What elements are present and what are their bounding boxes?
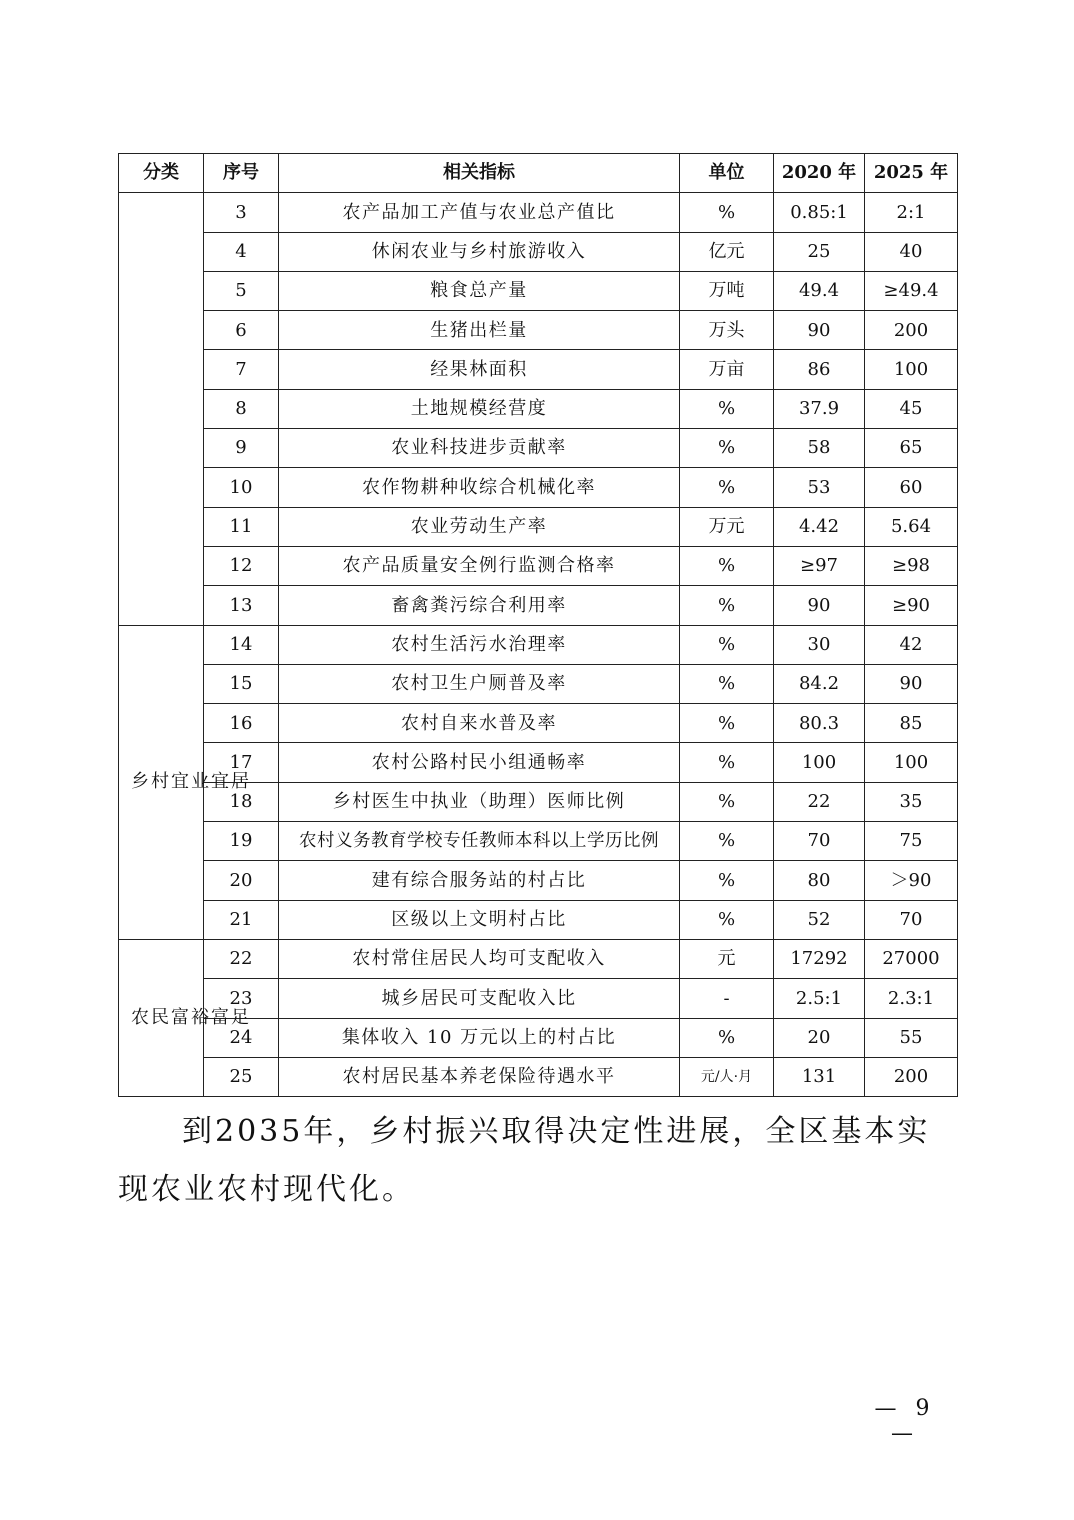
value-2020-cell: 90 (774, 311, 865, 350)
value-2025-cell: 45 (865, 389, 958, 428)
unit-cell: % (680, 429, 774, 468)
unit-cell: 万头 (680, 311, 774, 350)
table-row (119, 546, 958, 585)
value-2025-cell: 35 (865, 782, 958, 821)
header-unit: 单位 (680, 154, 774, 193)
value-2025-cell: 90 (865, 664, 958, 703)
value-2020-cell: 131 (774, 1057, 865, 1096)
seq-cell: 17 (204, 743, 279, 782)
value-2025-cell: 200 (865, 1057, 958, 1096)
unit-cell: % (680, 822, 774, 861)
table-row (119, 861, 958, 900)
table-row (119, 1057, 958, 1096)
value-2020-cell: 58 (774, 429, 865, 468)
value-2020-cell: 80 (774, 861, 865, 900)
table-row (119, 704, 958, 743)
indicator-cell: 农村公路村民小组通畅率 (279, 743, 680, 782)
indicator-cell: 城乡居民可支配收入比 (279, 979, 680, 1018)
seq-cell: 6 (204, 311, 279, 350)
indicator-cell: 建有综合服务站的村占比 (279, 861, 680, 900)
value-2025-cell: 40 (865, 232, 958, 271)
value-2025-cell: ≥49.4 (865, 271, 958, 310)
seq-cell: 23 (204, 979, 279, 1018)
value-2025-cell: 5.64 (865, 507, 958, 546)
table-row (119, 311, 958, 350)
value-2020-cell: 25 (774, 232, 865, 271)
value-2025-cell: ＞90 (865, 861, 958, 900)
seq-cell: 21 (204, 900, 279, 939)
table-row (119, 193, 958, 232)
seq-cell: 15 (204, 664, 279, 703)
indicator-cell: 农产品加工产值与农业总产值比 (279, 193, 680, 232)
indicator-cell: 乡村医生中执业（助理）医师比例 (279, 782, 680, 821)
header-category: 分类 (119, 154, 204, 193)
value-2025-cell: 75 (865, 822, 958, 861)
category-label: 乡村宜业宜居 (131, 771, 251, 793)
indicator-cell: 土地规模经营度 (279, 389, 680, 428)
table-row (119, 429, 958, 468)
table-row (119, 625, 958, 664)
table-row (119, 939, 958, 978)
indicator-cell: 区级以上文明村占比 (279, 900, 680, 939)
unit-cell: 亿元 (680, 232, 774, 271)
seq-cell: 8 (204, 389, 279, 428)
indicator-cell: 经果林面积 (279, 350, 680, 389)
seq-cell: 11 (204, 507, 279, 546)
seq-cell: 9 (204, 429, 279, 468)
table-row (119, 900, 958, 939)
category-label: 农民富裕富足 (131, 1007, 251, 1029)
indicator-cell: 生猪出栏量 (279, 311, 680, 350)
header-indicator: 相关指标 (279, 154, 680, 193)
table-row (119, 232, 958, 271)
seq-cell: 7 (204, 350, 279, 389)
value-2025-cell: 65 (865, 429, 958, 468)
indicator-cell: 农村卫生户厕普及率 (279, 664, 680, 703)
unit-cell: 元/人·月 (680, 1057, 774, 1096)
table-row (119, 468, 958, 507)
header-2025: 2025 年 (865, 154, 958, 193)
value-2020-cell: 49.4 (774, 271, 865, 310)
table-header-row (119, 154, 958, 193)
seq-cell: 20 (204, 861, 279, 900)
value-2020-cell: 90 (774, 586, 865, 625)
seq-cell: 10 (204, 468, 279, 507)
value-2025-cell: 100 (865, 743, 958, 782)
value-2020-cell: ≥97 (774, 546, 865, 585)
value-2025-cell: ≥98 (865, 546, 958, 585)
page-number: — 9 — (874, 1396, 936, 1446)
value-2025-cell: ≥90 (865, 586, 958, 625)
table-row (119, 822, 958, 861)
indicator-cell: 畜禽粪污综合利用率 (279, 586, 680, 625)
value-2020-cell: 52 (774, 900, 865, 939)
closing-paragraph: 到2035年，乡村振兴取得决定性进展，全区基本实现农业农村现代化。 (118, 1114, 931, 1207)
indicator-cell: 休闲农业与乡村旅游收入 (279, 232, 680, 271)
indicator-cell: 农村居民基本养老保险待遇水平 (279, 1057, 680, 1096)
unit-cell: % (680, 743, 774, 782)
unit-cell: 元 (680, 939, 774, 978)
unit-cell: - (680, 979, 774, 1018)
value-2025-cell: 70 (865, 900, 958, 939)
table-row (119, 664, 958, 703)
seq-cell: 3 (204, 193, 279, 232)
unit-cell: % (680, 586, 774, 625)
seq-cell: 25 (204, 1057, 279, 1096)
indicator-table (118, 153, 958, 1097)
value-2025-cell: 60 (865, 468, 958, 507)
indicator-cell: 农村生活污水治理率 (279, 625, 680, 664)
table-row (119, 350, 958, 389)
value-2020-cell: 4.42 (774, 507, 865, 546)
unit-cell: % (680, 389, 774, 428)
header-2020: 2020 年 (774, 154, 865, 193)
value-2025-cell: 2.3:1 (865, 979, 958, 1018)
table-row (119, 271, 958, 310)
unit-cell: % (680, 664, 774, 703)
unit-cell: % (680, 704, 774, 743)
value-2020-cell: 53 (774, 468, 865, 507)
unit-cell: % (680, 193, 774, 232)
value-2020-cell: 80.3 (774, 704, 865, 743)
value-2025-cell: 42 (865, 625, 958, 664)
value-2020-cell: 37.9 (774, 389, 865, 428)
seq-cell: 24 (204, 1018, 279, 1057)
seq-cell: 4 (204, 232, 279, 271)
indicator-cell: 农村义务教育学校专任教师本科以上学历比例 (279, 822, 680, 861)
value-2020-cell: 70 (774, 822, 865, 861)
indicator-cell: 农作物耕种收综合机械化率 (279, 468, 680, 507)
value-2025-cell: 2:1 (865, 193, 958, 232)
indicator-cell: 农村常住居民人均可支配收入 (279, 939, 680, 978)
seq-cell: 19 (204, 822, 279, 861)
unit-cell: % (680, 468, 774, 507)
seq-cell: 13 (204, 586, 279, 625)
value-2025-cell: 27000 (865, 939, 958, 978)
indicator-cell: 粮食总产量 (279, 271, 680, 310)
unit-cell: % (680, 861, 774, 900)
table-body (119, 193, 958, 1097)
seq-cell: 18 (204, 782, 279, 821)
table-row (119, 507, 958, 546)
indicator-cell: 农村自来水普及率 (279, 704, 680, 743)
value-2020-cell: 17292 (774, 939, 865, 978)
unit-cell: % (680, 782, 774, 821)
value-2020-cell: 86 (774, 350, 865, 389)
unit-cell: % (680, 625, 774, 664)
header-seq: 序号 (204, 154, 279, 193)
table-row (119, 586, 958, 625)
value-2025-cell: 200 (865, 311, 958, 350)
value-2020-cell: 0.85:1 (774, 193, 865, 232)
indicator-cell: 集体收入 10 万元以上的村占比 (279, 1018, 680, 1057)
indicator-cell: 农业科技进步贡献率 (279, 429, 680, 468)
unit-cell: % (680, 546, 774, 585)
seq-cell: 16 (204, 704, 279, 743)
category-cell (119, 193, 204, 625)
seq-cell: 14 (204, 625, 279, 664)
seq-cell: 5 (204, 271, 279, 310)
indicator-cell: 农产品质量安全例行监测合格率 (279, 546, 680, 585)
value-2025-cell: 85 (865, 704, 958, 743)
value-2020-cell: 2.5:1 (774, 979, 865, 1018)
unit-cell: 万元 (680, 507, 774, 546)
unit-cell: 万亩 (680, 350, 774, 389)
value-2020-cell: 100 (774, 743, 865, 782)
unit-cell: % (680, 900, 774, 939)
value-2020-cell: 30 (774, 625, 865, 664)
unit-cell: 万吨 (680, 271, 774, 310)
table-row (119, 389, 958, 428)
value-2025-cell: 100 (865, 350, 958, 389)
seq-cell: 22 (204, 939, 279, 978)
value-2025-cell: 55 (865, 1018, 958, 1057)
value-2020-cell: 20 (774, 1018, 865, 1057)
value-2020-cell: 22 (774, 782, 865, 821)
unit-cell: % (680, 1018, 774, 1057)
value-2020-cell: 84.2 (774, 664, 865, 703)
indicator-cell: 农业劳动生产率 (279, 507, 680, 546)
seq-cell: 12 (204, 546, 279, 585)
